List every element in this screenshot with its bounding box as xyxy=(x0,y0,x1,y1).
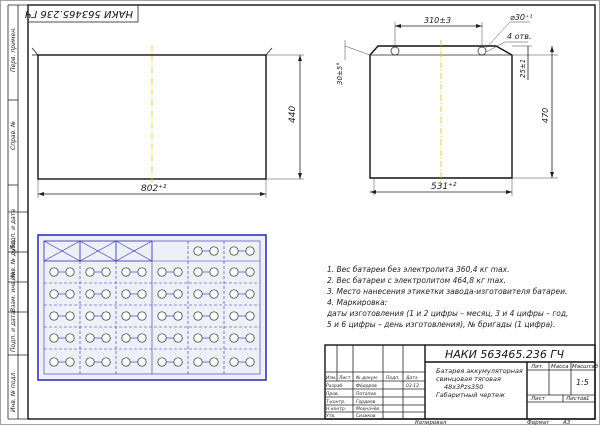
plan-view xyxy=(38,235,266,380)
sheets-label: Листов xyxy=(566,396,587,402)
cell-terminal-37 xyxy=(210,312,218,320)
cell-terminal-18 xyxy=(86,290,94,298)
side-width-dim: 531⁺² xyxy=(431,182,457,192)
cell-terminal-60 xyxy=(194,358,202,366)
cell-terminal-12 xyxy=(194,268,202,276)
cell-terminal-47 xyxy=(174,334,182,342)
cell-terminal-46 xyxy=(158,334,166,342)
cell-terminal-4 xyxy=(50,268,58,276)
cell-terminal-57 xyxy=(138,358,146,366)
cell-terminal-20 xyxy=(122,290,130,298)
scale-value: 1:5 xyxy=(576,378,589,387)
doc-name-line-1: Батарея аккумуляторная xyxy=(436,367,523,375)
cell-terminal-23 xyxy=(174,290,182,298)
side-hole-right xyxy=(478,47,486,55)
cell-terminal-35 xyxy=(174,312,182,320)
note-4-line-2: 5 и 6 цифры – день изготовления), № бригады (1 цифра). xyxy=(327,320,556,329)
cell-terminal-62 xyxy=(230,358,238,366)
cell-terminal-5 xyxy=(66,268,74,276)
cell-terminal-28 xyxy=(50,312,58,320)
note-2: 2. Вес батареи с электролитом 464,8 кг max. xyxy=(327,276,507,285)
col-hdr-sign: Подп. xyxy=(386,376,400,381)
cell-terminal-25 xyxy=(210,290,218,298)
cell-terminal-44 xyxy=(122,334,130,342)
cell-terminal-43 xyxy=(102,334,110,342)
name-approved: Сизиков xyxy=(356,414,376,419)
cell-terminal-61 xyxy=(210,358,218,366)
cell-terminal-19 xyxy=(102,290,110,298)
name-checker: Потапов xyxy=(356,392,376,397)
sheets-value: 1 xyxy=(586,396,590,402)
role-developer: Разраб. xyxy=(326,384,344,389)
role-tech-control: Т.контр. xyxy=(326,400,346,405)
format-label: Формат xyxy=(527,420,550,425)
note-4: 4. Маркировка: xyxy=(327,298,388,307)
cell-terminal-24 xyxy=(194,290,202,298)
cell-terminal-34 xyxy=(158,312,166,320)
cell-terminal-49 xyxy=(210,334,218,342)
cell-terminal-40 xyxy=(50,334,58,342)
top-stamp-code: НАКИ 563465.236 ГЧ xyxy=(24,8,133,19)
hdr-scale: Масштаб xyxy=(572,364,599,370)
col-hdr-change: Изм. xyxy=(326,376,337,381)
cell-terminal-55 xyxy=(102,358,110,366)
cell-terminal-32 xyxy=(122,312,130,320)
side-hole-left xyxy=(391,47,399,55)
col-hdr-doc: № докум. xyxy=(356,376,379,381)
name-norm-control: Мохначёв xyxy=(356,407,380,412)
cell-terminal-21 xyxy=(138,290,146,298)
cell-terminal-33 xyxy=(138,312,146,320)
cell-terminal-31 xyxy=(102,312,110,320)
cell-terminal-8 xyxy=(122,268,130,276)
front-width-dim: 802⁺² xyxy=(141,184,167,194)
name-tech-control: Гордеев xyxy=(356,400,376,405)
cell-terminal-3 xyxy=(246,247,254,255)
cell-terminal-22 xyxy=(158,290,166,298)
copied-by-label: Копировал xyxy=(415,420,447,425)
cell-terminal-41 xyxy=(66,334,74,342)
side-angle-dim: 30±5° xyxy=(336,62,344,85)
margin-label-replace-no: Взам. инв. № xyxy=(10,271,17,312)
margin-label-sign-date-2: Подп. и дата xyxy=(10,311,17,352)
cell-terminal-7 xyxy=(102,268,110,276)
cell-terminal-16 xyxy=(50,290,58,298)
format-value: А3 xyxy=(563,420,571,425)
cell-terminal-14 xyxy=(230,268,238,276)
hdr-lit: Лит. xyxy=(531,364,544,370)
title-block-code: НАКИ 563465.236 ГЧ xyxy=(445,348,564,361)
cell-terminal-59 xyxy=(174,358,182,366)
doc-name-line-3: 48x3Pzs350 xyxy=(444,383,484,391)
doc-name-line-4: Габаритный чертеж xyxy=(436,391,506,399)
cell-terminal-52 xyxy=(50,358,58,366)
cell-terminal-36 xyxy=(194,312,202,320)
side-offset-dim: 25±1 xyxy=(519,58,527,78)
cell-terminal-56 xyxy=(122,358,130,366)
margin-label-orig-no: Инв. № подл. xyxy=(10,370,17,412)
name-developer: Фёдоров xyxy=(356,384,377,389)
cell-terminal-51 xyxy=(246,334,254,342)
cell-terminal-17 xyxy=(66,290,74,298)
cell-terminal-9 xyxy=(138,268,146,276)
side-top-width-dim: 310±3 xyxy=(424,16,452,25)
side-height-dim: 470 xyxy=(541,107,550,123)
date-developer: 03.13 xyxy=(406,384,419,389)
cell-terminal-10 xyxy=(158,268,166,276)
cell-terminal-39 xyxy=(246,312,254,320)
front-view xyxy=(32,45,304,198)
role-approved: Утв. xyxy=(326,414,336,419)
cell-terminal-50 xyxy=(230,334,238,342)
cell-terminal-27 xyxy=(246,290,254,298)
cell-terminal-1 xyxy=(210,247,218,255)
cell-terminal-11 xyxy=(174,268,182,276)
doc-name-line-2: свинцовая тяговая xyxy=(436,375,501,383)
col-hdr-sheet: Лист xyxy=(339,376,351,381)
cell-terminal-30 xyxy=(86,312,94,320)
cell-terminal-58 xyxy=(158,358,166,366)
cell-terminal-38 xyxy=(230,312,238,320)
note-1: 1. Вес батареи без электролита 360,4 кг max. xyxy=(327,265,510,274)
note-3: 3. Место нанесения этикетки завода-изготовителя батареи. xyxy=(327,287,568,296)
cell-terminal-42 xyxy=(86,334,94,342)
cell-terminal-29 xyxy=(66,312,74,320)
cell-terminal-2 xyxy=(230,247,238,255)
hole-count-label: 4 отв. xyxy=(507,32,532,41)
cell-terminal-15 xyxy=(246,268,254,276)
margin-label-dup-no: Инв. № дубл. xyxy=(10,238,17,280)
cell-terminal-0 xyxy=(194,247,202,255)
cell-terminal-54 xyxy=(86,358,94,366)
margin-label-ref-no: Справ. № xyxy=(10,120,17,150)
sheet-label: Лист xyxy=(531,396,545,402)
cell-terminal-26 xyxy=(230,290,238,298)
margin-label-sign-date-1: Подп. и дата xyxy=(10,209,17,250)
cell-terminal-63 xyxy=(246,358,254,366)
hole-diameter-label: ⌀30⁺¹ xyxy=(510,13,533,22)
cell-terminal-13 xyxy=(210,268,218,276)
role-checker: Пров. xyxy=(326,392,340,397)
col-hdr-date: Дата xyxy=(406,376,418,381)
cell-terminal-53 xyxy=(66,358,74,366)
cell-terminal-48 xyxy=(194,334,202,342)
cell-terminal-6 xyxy=(86,268,94,276)
cell-terminal-45 xyxy=(138,334,146,342)
side-view xyxy=(345,22,558,196)
role-norm-control: Н.контр. xyxy=(326,407,347,412)
hdr-mass: Масса xyxy=(551,364,569,370)
margin-label-first-use: Перв. примен. xyxy=(10,26,17,72)
note-4-line-1: даты изготовления (1 и 2 цифры – месяц, 3 и 4 цифры – год, xyxy=(327,309,569,318)
front-height-dim: 440 xyxy=(288,105,298,123)
